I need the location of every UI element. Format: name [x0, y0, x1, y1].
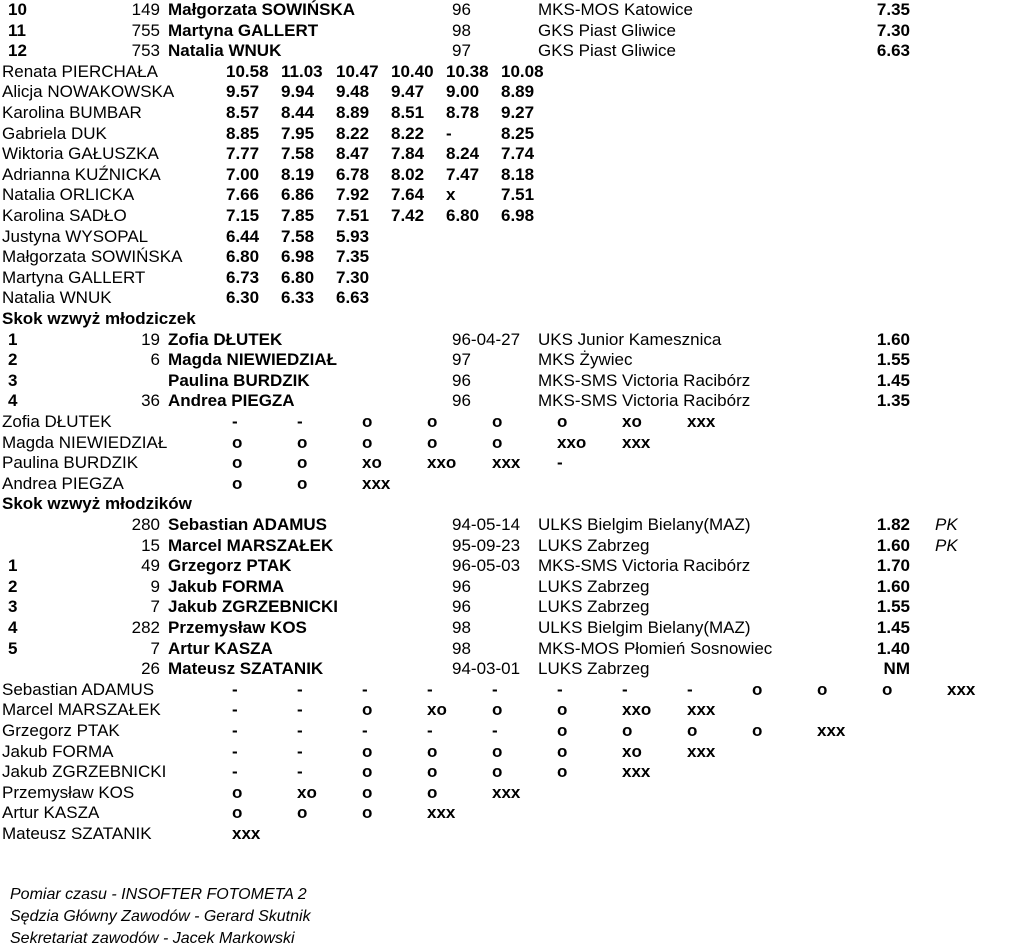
birth-cell: 96 — [452, 391, 471, 411]
attempt-cell: - — [232, 721, 238, 740]
attempts-row — [0, 185, 960, 206]
athlete-name: Natalia ORLICKA — [2, 185, 135, 205]
club-cell: GKS Piast Gliwice — [538, 20, 676, 40]
bib-cell: 753 — [131, 41, 160, 61]
bib-cell: 36 — [141, 391, 160, 411]
result-cell: 1.35 — [876, 391, 910, 411]
bib-cell: 280 — [131, 515, 160, 534]
athlete-name: Alicja NOWAKOWSKA — [2, 82, 175, 102]
athlete-name: Mateusz SZATANIK — [168, 659, 324, 679]
attempt-cell: o — [557, 762, 568, 782]
athlete-name: Przemysław KOS — [2, 782, 135, 802]
attempt-cell: xxx — [947, 679, 976, 699]
place-cell: 4 — [8, 618, 18, 637]
attempt-cell: o — [557, 412, 568, 431]
result-cell: 6.63 — [876, 41, 910, 61]
attempt-cell: o — [557, 721, 568, 740]
attempt-cell: 7.51 — [501, 185, 535, 205]
athlete-name: Natalia WNUK — [2, 288, 112, 308]
attempt-cell: o — [492, 741, 503, 761]
attempt-cell: 9.94 — [281, 82, 315, 102]
attempt-cell: xxx — [622, 432, 651, 452]
result-cell: 7.35 — [876, 0, 910, 19]
attempt-cell: o — [752, 721, 763, 740]
birth-cell: 94-03-01 — [452, 659, 521, 679]
result-cell: 1.45 — [876, 370, 910, 390]
birth-cell: 98 — [452, 20, 471, 40]
birth-cell: 96 — [452, 370, 471, 390]
attempts-row — [0, 824, 960, 845]
attempt-cell: - — [427, 721, 433, 740]
attempt-cell: - — [297, 700, 303, 720]
attempt-cell: o — [362, 782, 373, 802]
attempt-cell: o — [427, 762, 438, 782]
attempt-cell: o — [297, 473, 308, 493]
attempt-cell: o — [687, 721, 698, 740]
result-row — [0, 371, 960, 392]
attempts-row — [0, 433, 960, 454]
attempts-row — [0, 227, 960, 248]
attempt-cell: xxx — [687, 700, 716, 720]
bib-cell: 6 — [150, 350, 160, 370]
attempt-cell: - — [297, 741, 303, 761]
club-cell: MKS-SMS Victoria Racibórz — [538, 391, 751, 411]
club-cell: ULKS Bielgim Bielany(MAZ) — [538, 618, 751, 637]
attempts-row — [0, 165, 960, 186]
bib-cell: 26 — [141, 659, 160, 679]
attempt-cell: - — [297, 679, 303, 699]
athlete-name: Magda NIEWIEDZIAŁ — [2, 432, 168, 452]
place-cell: 3 — [8, 370, 18, 390]
attempt-cell: xo — [622, 741, 642, 761]
attempt-cell: o — [492, 432, 503, 452]
place-cell: 5 — [8, 638, 18, 658]
athlete-name: Jakub ZGRZEBNICKI — [2, 762, 167, 782]
birth-cell: 97 — [452, 41, 471, 61]
birth-cell: 95-09-23 — [452, 535, 521, 555]
athlete-name: Karolina SADŁO — [2, 206, 127, 225]
attempts-row — [0, 412, 960, 433]
attempt-cell: 6.80 — [226, 247, 260, 267]
attempt-cell: o — [362, 432, 373, 452]
athlete-name: Paulina BURDZIK — [2, 453, 139, 473]
attempt-cell: - — [232, 679, 238, 699]
athlete-name: Paulina BURDZIK — [168, 370, 310, 390]
attempt-cell: - — [687, 679, 693, 699]
attempt-cell: 7.58 — [281, 226, 315, 246]
athlete-name: Sebastian ADAMUS — [2, 679, 155, 699]
attempt-cell: - — [232, 741, 238, 761]
place-cell: 11 — [8, 20, 26, 40]
athlete-name: Martyna GALLERT — [2, 267, 146, 287]
attempt-cell: 11.03 — [281, 61, 323, 81]
athlete-name: Zofia DŁUTEK — [2, 412, 112, 431]
attempt-cell: xxx — [687, 741, 716, 761]
bib-cell: 149 — [131, 0, 160, 19]
birth-cell: 96 — [452, 0, 471, 19]
athlete-name: Przemysław KOS — [168, 618, 307, 637]
attempt-cell: 7.66 — [226, 185, 260, 205]
club-cell: LUKS Zabrzeg — [538, 576, 650, 596]
attempt-cell: 8.51 — [391, 103, 425, 122]
club-cell: MKS Żywiec — [538, 350, 633, 370]
attempt-cell: 8.18 — [501, 164, 535, 184]
result-row — [0, 536, 960, 557]
result-cell: 1.45 — [876, 618, 910, 637]
attempts-row — [0, 762, 960, 783]
attempt-cell: o — [362, 762, 373, 782]
athlete-name: Marcel MARSZAŁEK — [168, 535, 334, 555]
place-cell: 4 — [8, 391, 18, 411]
result-row — [0, 618, 960, 639]
result-row — [0, 21, 960, 42]
attempt-cell: o — [557, 700, 568, 720]
attempt-cell: - — [297, 412, 303, 431]
section-heading: Skok wzwyż młodziczek — [2, 309, 196, 328]
attempt-cell: xo — [622, 412, 642, 431]
attempts-row — [0, 103, 960, 124]
attempt-cell: 7.51 — [336, 206, 370, 225]
bib-cell: 7 — [150, 638, 160, 658]
bib-cell: 19 — [141, 329, 160, 349]
attempts-row — [0, 783, 960, 804]
athlete-name: Mateusz SZATANIK — [2, 824, 152, 843]
birth-cell: 98 — [452, 638, 471, 658]
attempts-row — [0, 62, 960, 83]
result-row — [0, 330, 960, 351]
club-cell: LUKS Zabrzeg — [538, 597, 650, 617]
attempt-cell: xxo — [427, 453, 457, 473]
attempt-cell: 8.02 — [391, 164, 425, 184]
attempt-cell: - — [492, 679, 498, 699]
athlete-name: Jakub ZGRZEBNICKI — [168, 597, 339, 617]
result-cell: 1.70 — [876, 556, 910, 576]
attempt-cell: o — [232, 782, 243, 802]
birth-cell: 96-05-03 — [452, 556, 521, 576]
attempt-cell: o — [362, 741, 373, 761]
attempt-cell: 10.40 — [391, 61, 434, 81]
result-row — [0, 639, 960, 660]
club-cell: LUKS Zabrzeg — [538, 535, 650, 555]
attempt-cell: xxx — [362, 473, 391, 493]
attempt-cell: 9.48 — [336, 82, 370, 102]
attempt-cell: o — [297, 453, 308, 473]
attempt-cell: 6.98 — [501, 206, 535, 225]
attempt-cell: 7.92 — [336, 185, 370, 205]
attempt-cell: 6.33 — [281, 288, 315, 308]
attempt-cell: 8.78 — [446, 103, 480, 122]
result-row — [0, 0, 960, 21]
attempt-cell: 7.00 — [226, 164, 260, 184]
attempt-cell: xo — [297, 782, 317, 802]
bib-cell: 755 — [131, 20, 160, 40]
attempt-cell: 7.30 — [336, 267, 370, 287]
attempt-cell: o — [232, 432, 243, 452]
attempt-cell: o — [427, 741, 438, 761]
attempt-cell: o — [622, 721, 633, 740]
result-cell: 1.82 — [876, 515, 910, 534]
attempt-cell: xxx — [622, 762, 651, 782]
attempts-row — [0, 144, 960, 165]
result-cell: 1.55 — [876, 350, 910, 370]
place-cell: 2 — [8, 576, 18, 596]
attempts-row — [0, 474, 960, 495]
club-cell: GKS Piast Gliwice — [538, 41, 676, 61]
attempt-cell: o — [362, 803, 373, 823]
attempts-row — [0, 288, 960, 309]
club-cell: MKS-MOS Katowice — [538, 0, 693, 19]
attempt-cell: 7.42 — [391, 206, 425, 225]
attempt-cell: 7.35 — [336, 247, 370, 267]
athlete-name: Sebastian ADAMUS — [168, 515, 328, 534]
attempt-cell: 6.80 — [446, 206, 480, 225]
birth-cell: 96-04-27 — [452, 329, 521, 349]
birth-cell: 94-05-14 — [452, 515, 521, 534]
attempts-row — [0, 803, 960, 824]
attempt-cell: xo — [427, 700, 447, 720]
footer-timing: Pomiar czasu - INSOFTER FOTOMETA 2 — [10, 886, 307, 903]
attempt-cell: - — [557, 453, 563, 473]
attempt-cell: 9.57 — [226, 82, 260, 102]
attempt-cell: 6.86 — [281, 185, 315, 205]
attempts-row — [0, 247, 960, 268]
attempt-cell: o — [362, 700, 373, 720]
attempt-cell: - — [492, 721, 498, 740]
result-cell: NM — [883, 659, 910, 679]
attempt-cell: o — [232, 453, 243, 473]
athlete-name: Justyna WYSOPAL — [2, 226, 149, 246]
attempt-cell: - — [622, 679, 628, 699]
attempt-cell: 8.85 — [226, 123, 260, 143]
attempt-cell: 10.47 — [336, 61, 379, 81]
attempt-cell: 9.00 — [446, 82, 480, 102]
place-cell: 2 — [8, 350, 18, 370]
attempt-cell: 10.08 — [501, 61, 544, 81]
athlete-name: Natalia WNUK — [168, 41, 282, 61]
attempt-cell: 6.44 — [226, 226, 260, 246]
attempt-cell: - — [297, 762, 303, 782]
attempt-cell: o — [817, 679, 828, 699]
athlete-name: Karolina BUMBAR — [2, 103, 142, 122]
attempt-cell: xxo — [557, 432, 587, 452]
attempt-cell: 10.58 — [226, 61, 269, 81]
bib-cell: 9 — [150, 576, 160, 596]
result-row — [0, 391, 960, 412]
attempt-cell: 7.85 — [281, 206, 315, 225]
attempt-cell: 7.95 — [281, 123, 315, 143]
attempts-row — [0, 721, 960, 742]
attempt-cell: o — [752, 679, 763, 699]
attempts-row — [0, 679, 976, 701]
attempt-cell: xxx — [427, 803, 456, 823]
result-row — [0, 659, 960, 680]
attempt-cell: o — [557, 741, 568, 761]
attempt-cell: o — [362, 412, 373, 431]
athlete-name: Renata PIERCHAŁA — [2, 61, 158, 81]
attempt-cell: o — [232, 473, 243, 493]
club-cell: UKS Junior Kamesznica — [538, 329, 722, 349]
attempt-cell: 8.57 — [226, 103, 260, 122]
attempt-cell: 10.38 — [446, 61, 489, 81]
attempts-row — [0, 124, 960, 145]
attempt-cell: xxo — [622, 700, 652, 720]
attempt-cell: o — [492, 700, 503, 720]
attempt-cell: xxx — [492, 782, 521, 802]
attempt-cell: 8.47 — [336, 144, 370, 164]
attempt-cell: 7.74 — [501, 144, 535, 164]
attempt-cell: o — [232, 803, 243, 823]
athlete-name: Adrianna KUŹNICKA — [2, 164, 161, 184]
attempt-cell: xxx — [687, 412, 716, 431]
athlete-name: Marcel MARSZAŁEK — [2, 700, 161, 720]
bib-cell: 49 — [141, 556, 160, 576]
attempt-cell: 8.22 — [391, 123, 425, 143]
bib-cell: 7 — [150, 597, 160, 617]
attempt-cell: - — [232, 762, 238, 782]
birth-cell: 98 — [452, 618, 471, 637]
birth-cell: 96 — [452, 576, 471, 596]
athlete-name: Małgorzata SOWIŃSKA — [168, 0, 356, 19]
attempt-cell: o — [427, 412, 438, 431]
attempts-row — [0, 700, 960, 721]
club-cell: MKS-MOS Płomień Sosnowiec — [538, 638, 773, 658]
attempt-cell: 6.98 — [281, 247, 315, 267]
attempt-cell: - — [446, 123, 452, 143]
attempt-cell: o — [882, 679, 893, 699]
result-cell: 1.60 — [876, 576, 910, 596]
attempt-cell: - — [362, 679, 368, 699]
result-row — [0, 597, 960, 618]
attempt-cell: 8.19 — [281, 164, 315, 184]
attempt-cell: - — [362, 721, 368, 740]
section-heading: Skok wzwyż młodzików — [2, 494, 192, 514]
result-cell: 1.60 — [876, 535, 910, 555]
attempt-cell: 8.24 — [446, 144, 480, 164]
attempt-cell: - — [232, 412, 238, 431]
footer-secretariat: Sekretariat zawodów - Jacek Markowski — [10, 930, 295, 947]
bib-cell: 282 — [131, 618, 160, 637]
place-cell: 3 — [8, 597, 18, 617]
attempt-cell: o — [297, 432, 308, 452]
athlete-name: Małgorzata SOWIŃSKA — [2, 247, 183, 267]
attempt-cell: xxx — [492, 453, 521, 473]
attempt-cell: 7.77 — [226, 144, 260, 164]
result-cell: 1.60 — [876, 329, 910, 349]
club-cell: ULKS Bielgim Bielany(MAZ) — [538, 515, 751, 534]
attempt-cell: - — [232, 700, 238, 720]
attempt-cell: 6.30 — [226, 288, 260, 308]
attempt-cell: o — [427, 432, 438, 452]
place-cell: 10 — [8, 0, 27, 19]
athlete-name: Jakub FORMA — [2, 741, 114, 761]
athlete-name: Grzegorz PTAK — [2, 721, 120, 740]
result-row — [0, 41, 960, 62]
attempt-cell: - — [427, 679, 433, 699]
place-cell: 1 — [8, 329, 18, 349]
club-cell: MKS-SMS Victoria Racibórz — [538, 556, 751, 576]
attempts-row — [0, 453, 960, 474]
attempt-cell: 5.93 — [336, 226, 370, 246]
attempt-cell: xxx — [232, 824, 261, 843]
attempt-cell: xo — [362, 453, 382, 473]
attempt-cell: 6.63 — [336, 288, 370, 308]
attempt-cell: 7.64 — [391, 185, 425, 205]
note-cell: PK — [935, 515, 958, 534]
birth-cell: 97 — [452, 350, 471, 370]
result-row — [0, 577, 960, 598]
attempts-row — [0, 742, 960, 763]
attempt-cell: 7.84 — [391, 144, 425, 164]
attempt-cell: 8.89 — [336, 103, 370, 122]
place-cell: 1 — [8, 556, 18, 576]
attempt-cell: xxx — [817, 721, 846, 740]
attempt-cell: 9.47 — [391, 82, 425, 102]
attempt-cell: o — [297, 803, 308, 823]
attempt-cell: 8.22 — [336, 123, 370, 143]
result-row — [0, 515, 960, 536]
athlete-name: Artur KASZA — [168, 638, 273, 658]
attempt-cell: o — [492, 762, 503, 782]
athlete-name: Grzegorz PTAK — [168, 556, 292, 576]
athlete-name: Andrea PIEGZA — [2, 473, 124, 493]
athlete-name: Andrea PIEGZA — [168, 391, 295, 411]
athlete-name: Artur KASZA — [2, 803, 100, 823]
club-cell: MKS-SMS Victoria Racibórz — [538, 370, 751, 390]
attempt-cell: - — [557, 679, 563, 699]
attempts-row — [0, 82, 960, 103]
club-cell: LUKS Zabrzeg — [538, 659, 650, 679]
attempt-cell: 6.73 — [226, 267, 260, 287]
attempt-cell: 7.15 — [226, 206, 260, 225]
bib-cell: 15 — [141, 535, 160, 555]
footer-judge: Sędzia Główny Zawodów - Gerard Skutnik — [10, 908, 311, 925]
attempt-cell: 9.27 — [501, 103, 535, 122]
athlete-name: Magda NIEWIEDZIAŁ — [168, 350, 338, 370]
note-cell: PK — [935, 535, 958, 555]
attempt-cell: 8.89 — [501, 82, 535, 102]
attempts-row — [0, 268, 960, 289]
attempt-cell: x — [446, 185, 456, 205]
result-cell: 1.55 — [876, 597, 910, 617]
athlete-name: Jakub FORMA — [168, 576, 285, 596]
birth-cell: 96 — [452, 597, 471, 617]
attempt-cell: 8.25 — [501, 123, 535, 143]
attempts-row — [0, 206, 960, 227]
attempt-cell: o — [427, 782, 438, 802]
attempt-cell: 6.78 — [336, 164, 370, 184]
attempt-cell: - — [297, 721, 303, 740]
attempt-cell: 7.47 — [446, 164, 480, 184]
attempt-cell: 8.44 — [281, 103, 315, 122]
result-row — [0, 556, 960, 577]
place-cell: 12 — [8, 41, 27, 61]
athlete-name: Zofia DŁUTEK — [168, 329, 283, 349]
athlete-name: Gabriela DUK — [2, 123, 107, 143]
result-cell: 1.40 — [876, 638, 910, 658]
attempt-cell: 7.58 — [281, 144, 315, 164]
result-cell: 7.30 — [876, 20, 910, 40]
result-row — [0, 350, 960, 371]
attempt-cell: o — [492, 412, 503, 431]
attempt-cell: 6.80 — [281, 267, 315, 287]
athlete-name: Martyna GALLERT — [168, 20, 319, 40]
athlete-name: Wiktoria GAŁUSZKA — [2, 144, 159, 164]
